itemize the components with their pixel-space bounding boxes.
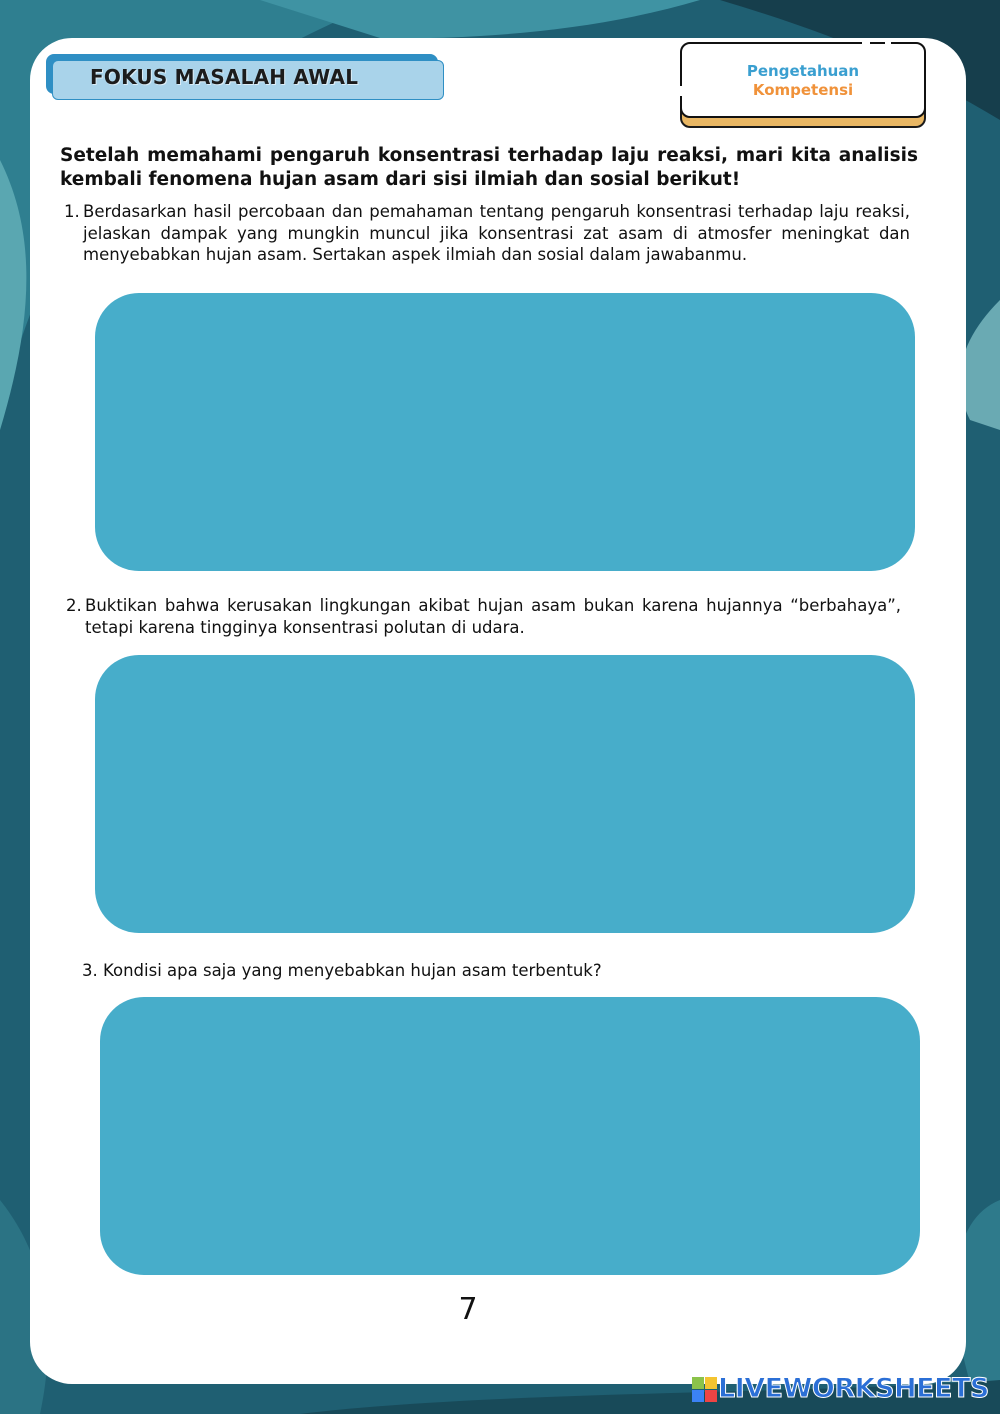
question-number: 1. [64, 202, 80, 221]
question-2 [66, 595, 901, 638]
badge-border-gap [885, 41, 891, 46]
liveworksheets-logo-icon [692, 1377, 718, 1403]
question-3 [82, 960, 782, 982]
badge-card [680, 42, 926, 118]
question-1 [64, 201, 910, 266]
question-text: Berdasarkan hasil percobaan dan pemahaman tentang pengaruh konsentrasi terhadap laju reaksi, jelaskan dampak yang mungkin muncul jika konsentrasi zat asam di atmosfer meningkat dan menyebabkan hujan asam. Sertakan aspek ilmiah dan sosial dalam jawabanmu. [83, 202, 910, 264]
section-title-tab [46, 54, 444, 100]
badge-label-pengetahuan: Pengetahuan [746, 62, 860, 80]
liveworksheets-watermark [692, 1373, 992, 1405]
question-number: 2. [66, 596, 82, 615]
page-number: 7 [458, 1292, 478, 1327]
badge-label-kompetensi: Kompetensi [752, 81, 854, 99]
intro-instruction: Setelah memahami pengaruh konsentrasi terhadap laju reaksi, mari kita analisis kembali fenomena hujan asam dari sisi ilmiah dan sosial berikut! [60, 145, 918, 190]
answer-box-2[interactable] [95, 655, 915, 933]
competency-badge [680, 42, 926, 126]
badge-border-gap [862, 41, 870, 46]
question-text: Kondisi apa saja yang menyebabkan hujan asam terbentuk? [103, 961, 602, 980]
question-number: 3. [82, 961, 98, 980]
section-title: FOKUS MASALAH AWAL [90, 65, 359, 89]
question-text: Buktikan bahwa kerusakan lingkungan akibat hujan asam bukan karena hujannya “berbahaya”, tetapi karena tingginya konsentrasi polutan di udara. [85, 596, 901, 637]
liveworksheets-wordmark: LIVEWORKSHEETS [718, 1373, 989, 1404]
answer-box-3[interactable] [100, 997, 920, 1275]
badge-border-gap [718, 110, 728, 116]
answer-box-1[interactable] [95, 293, 915, 571]
